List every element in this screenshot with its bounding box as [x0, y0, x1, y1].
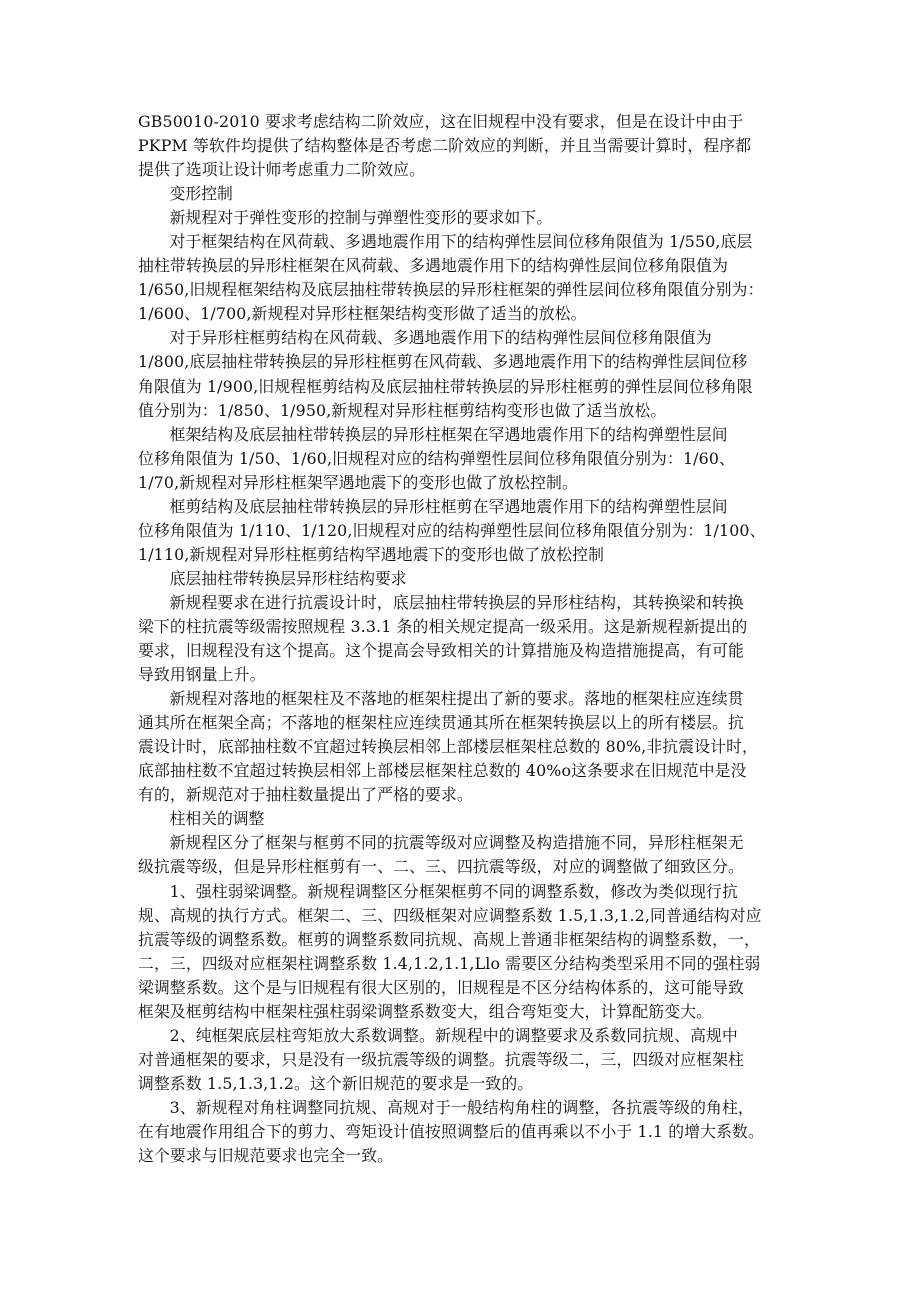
- paragraph-seismic-grade-distinction: 新规程区分了框架与框剪不同的抗震等级对应调整及构造措施不同，异形柱框架无 级抗震等级，但是异形柱框剪有一、二、三、四抗震等级，对应的调整做了细致区分。: [138, 833, 744, 877]
- paragraph-frame-shear-plastic-drift: 框剪结构及底层抽柱带转换层的异形柱框剪在罕遇地震作用下的结构弹塑性层间 位移角限值为 1/110、1/120,旧规程对应的结构弹塑性层间位移角限值分别为：1/100、 1/110,新规程对异形柱框剪结构罕遇地震下的变形也做了放松控制: [138, 496, 766, 564]
- paragraph-deformation-intro: 新规程对于弹性变形的控制与弹塑性变形的要求如下。: [169, 208, 553, 228]
- document-body: [138, 110, 782, 1168]
- paragraph-second-order-effect: GB50010-2010 要求考虑结构二阶效应，这在旧规程中没有要求，但是在设计中由于 PKPM 等软件均提供了结构整体是否考虑二阶效应的判断，并且当需要计算时，程序都 提供了选项让设计师考虑重力二阶效应。: [138, 112, 752, 180]
- heading-deformation-control: 变形控制: [169, 184, 233, 204]
- paragraph-strong-column-weak-beam: 1、强柱弱梁调整。新规程调整区分框架框剪不同的调整系数，修改为类似现行抗 规、高规的执行方式。框架二、三、四级框架对应调整系数 1.5,1.3,1.2,同普通结构对应 抗震等级的调整系数。框剪的调整系数同抗规、高规上普通非框架结构的调整系数，一， 二，三，四级对应框架柱调整系数 1.4,1.2,1.1,Llo 需要区分结构类型采用不同的强柱弱 梁调整系数。这个是与旧规程有很大区别的，旧规程是不区分结构体系的，这可能导致 框架及框剪结构中框架柱强柱弱梁调整系数变大，组合弯矩变大，计算配筋变大。: [138, 881, 762, 1021]
- paragraph-frame-plastic-drift: 框架结构及底层抽柱带转换层的异形柱框架在罕遇地震作用下的结构弹塑性层间 位移角限值为 1/50、1/60,旧规程对应的结构弹塑性层间位移角限值分别为：1/60、 1/70,新规程对异形柱框架罕遇地震下的变形也做了放松控制。: [138, 424, 735, 492]
- paragraph-transfer-seismic-grade: 新规程要求在进行抗震设计时，底层抽柱带转换层的异形柱结构，其转换梁和转换 梁下的柱抗震等级需按照规程 3.3.1 条的相关规定提高一级采用。这是新规程新提出的 要求，旧规程没有这个提高。这个提高会导致相关的计算措施及构造措施提高，有可能 导致用钢量上升。: [138, 592, 748, 685]
- paragraph-bottom-column-moment: 2、纯框架底层柱弯矩放大系数调整。新规程中的调整要求及系数同抗规、高规中 对普通框架的要求，只是没有一级抗震等级的调整。抗震等级二，三，四级对应框架柱 调整系数 1.5,1.3,1.2。这个新旧规范的要求是一致的。: [138, 1025, 744, 1093]
- heading-transfer-story-requirements: 底层抽柱带转换层异形柱结构要求: [169, 568, 407, 588]
- paragraph-frame-shear-elastic-drift: 对于异形柱框剪结构在风荷载、多遇地震作用下的结构弹性层间位移角限值为 1/800,底层抽柱带转换层的异形柱框剪在风荷载、多遇地震作用下的结构弹性层间位移 角限值为 1/900,旧规程框剪结构及底层抽柱带转换层的异形柱框剪的弹性层间位移角限 值分别为：1/850、1/950,新规程对异形柱框剪结构变形也做了适当放松。: [138, 328, 753, 420]
- paragraph-column-continuity: 新规程对落地的框架柱及不落地的框架柱提出了新的要求。落地的框架柱应连续贯 通其所在框架全高；不落地的框架柱应连续贯通其所在框架转换层以上的所有楼层。抗 震设计时，底部抽柱数不宜超过转换层相邻上部楼层框架柱总数的 80%,非抗震设计时， 底部抽柱数不宜超过转换层相邻上部楼层框架柱总数的 40%o这条要求在旧规范中是没 有的，新规范对于抽柱数量提出了严格的要求。: [138, 689, 758, 805]
- paragraph-corner-column: 3、新规程对角柱调整同抗规、高规对于一般结构角柱的调整，各抗震等级的角柱， 在有地震作用组合下的剪力、弯矩设计值按照调整后的值再乘以不小于 1.1 的增大系数。 这个要求与旧规范要求也完全一致。: [138, 1097, 764, 1166]
- heading-column-adjustment: 柱相关的调整: [169, 809, 265, 829]
- paragraph-frame-elastic-drift: 对于框架结构在风荷载、多遇地震作用下的结构弹性层间位移角限值为 1/550,底层 抽柱带转换层的异形柱框架在风荷载、多遇地震作用下的结构弹性层间位移角限值为 1/650,旧规程框架结构及底层抽柱带转换层的异形柱框架的弹性层间位移角限值分别为： 1/600、1/700,新规程对异形柱框架结构变形做了适当的放松。: [138, 232, 764, 324]
